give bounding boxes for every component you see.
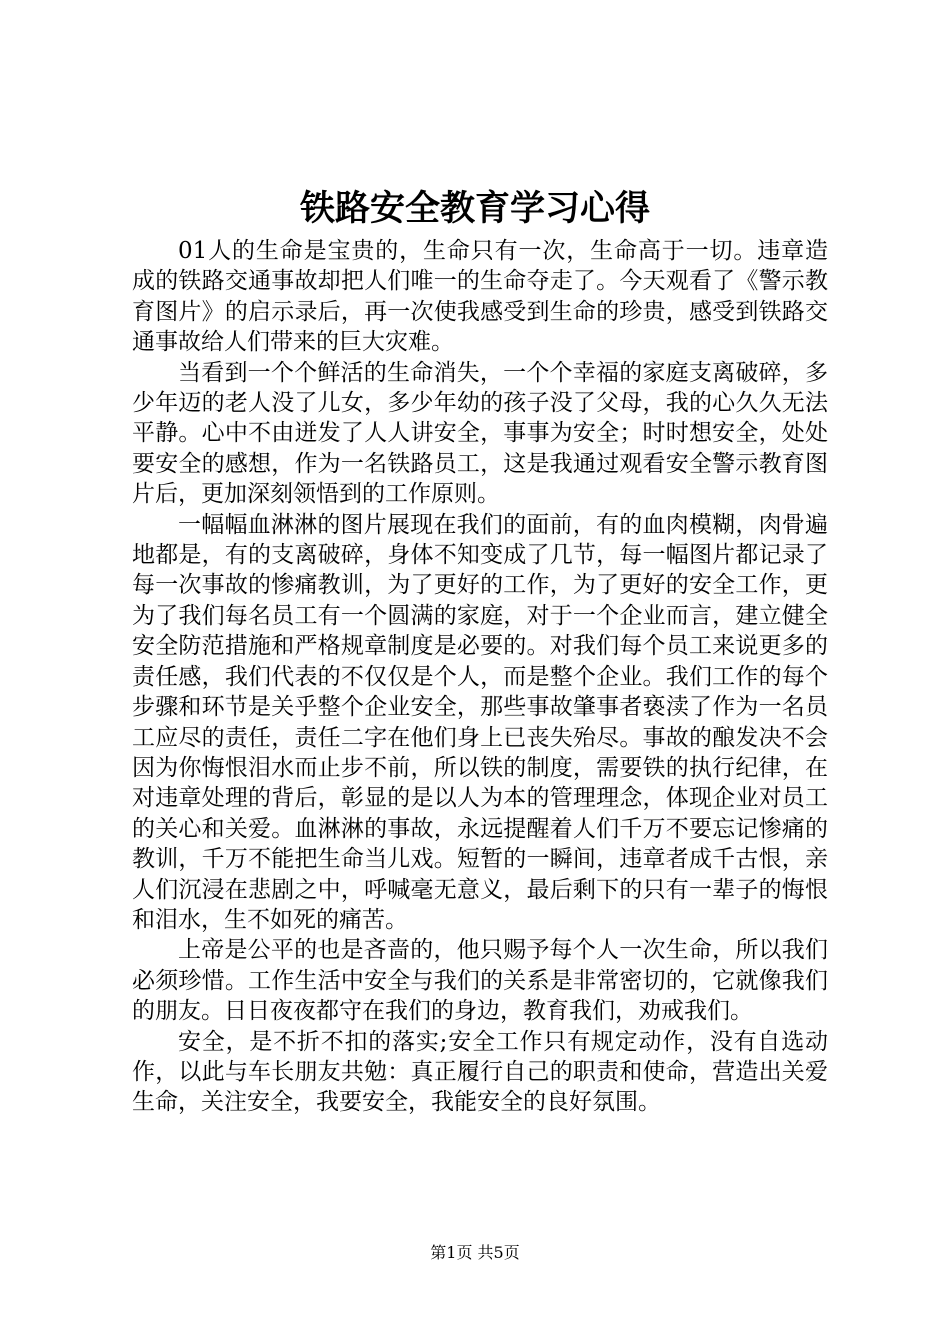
document-title: 铁路安全教育学习心得 <box>299 188 650 229</box>
paragraph-5: 安全，是不折不扣的落实;安全工作只有规定动作，没有自选动作，以此与车长朋友共勉：真正履行自己的职责和使命，营造出关爱生命，关注安全，我要安全，我能安全的良好氛围。 <box>132 1028 828 1116</box>
paragraph-1: 01人的生命是宝贵的，生命只有一次，生命高于一切。违章造成的铁路交通事故却把人们唯一的生命夺走了。今天观看了《警示教育图片》的启示录后，再一次使我感受到生命的珍贵，感受到铁路交通事故给人们带来的巨大灾难。 <box>132 238 828 356</box>
paragraph-3: 一幅幅血淋淋的图片展现在我们的面前，有的血肉模糊，肉骨遍地都是，有的支离破碎，身体不知变成了几节，每一幅图片都记录了每一次事故的惨痛教训，为了更好的工作，为了更好的安全工作，更为了我们每名员工有一个圆满的家庭，对于一个企业而言，建立健全安全防范措施和严格规章制度是必要的。对我们每个员工来说更多的责任感，我们代表的不仅仅是个人，而是整个企业。我们工作的每个步骤和环节是关乎整个企业安全，那些事故肇事者亵渎了作为一名员工应尽的责任，责任二字在他们身上已丧失殆尽。事故的酿发决不会因为你悔恨泪水而止步不前，所以铁的制度，需要铁的执行纪律，在对违章处理的背后，彰显的是以人为本的管理理念，体现企业对员工的关心和关爱。血淋淋的事故，永远提醒着人们千万不要忘记惨痛的教训，千万不能把生命当儿戏。短暂的一瞬间，违章者成千古恨，亲人们沉浸在悲剧之中，呼喊毫无意义，最后剩下的只有一辈子的悔恨和泪水，生不如死的痛苦。 <box>132 511 828 933</box>
paragraph-2: 当看到一个个鲜活的生命消失，一个个幸福的家庭支离破碎，多少年迈的老人没了儿女，多少年幼的孩子没了父母，我的心久久无法平静。心中不由迸发了人人讲安全，事事为安全；时时想安全，处处要安全的感想，作为一名铁路员工，这是我通过观看安全警示教育图片后，更加深刻领悟到的工作原则。 <box>132 359 828 508</box>
page-number-footer: 第1页 共5页 <box>430 1243 520 1262</box>
document-body <box>132 236 828 1118</box>
paragraph-4: 上帝是公平的也是吝啬的，他只赐予每个人一次生命，所以我们必须珍惜。工作生活中安全与我们的关系是非常密切的，它就像我们的朋友。日日夜夜都守在我们的身边，教育我们，劝戒我们。 <box>132 937 828 1025</box>
